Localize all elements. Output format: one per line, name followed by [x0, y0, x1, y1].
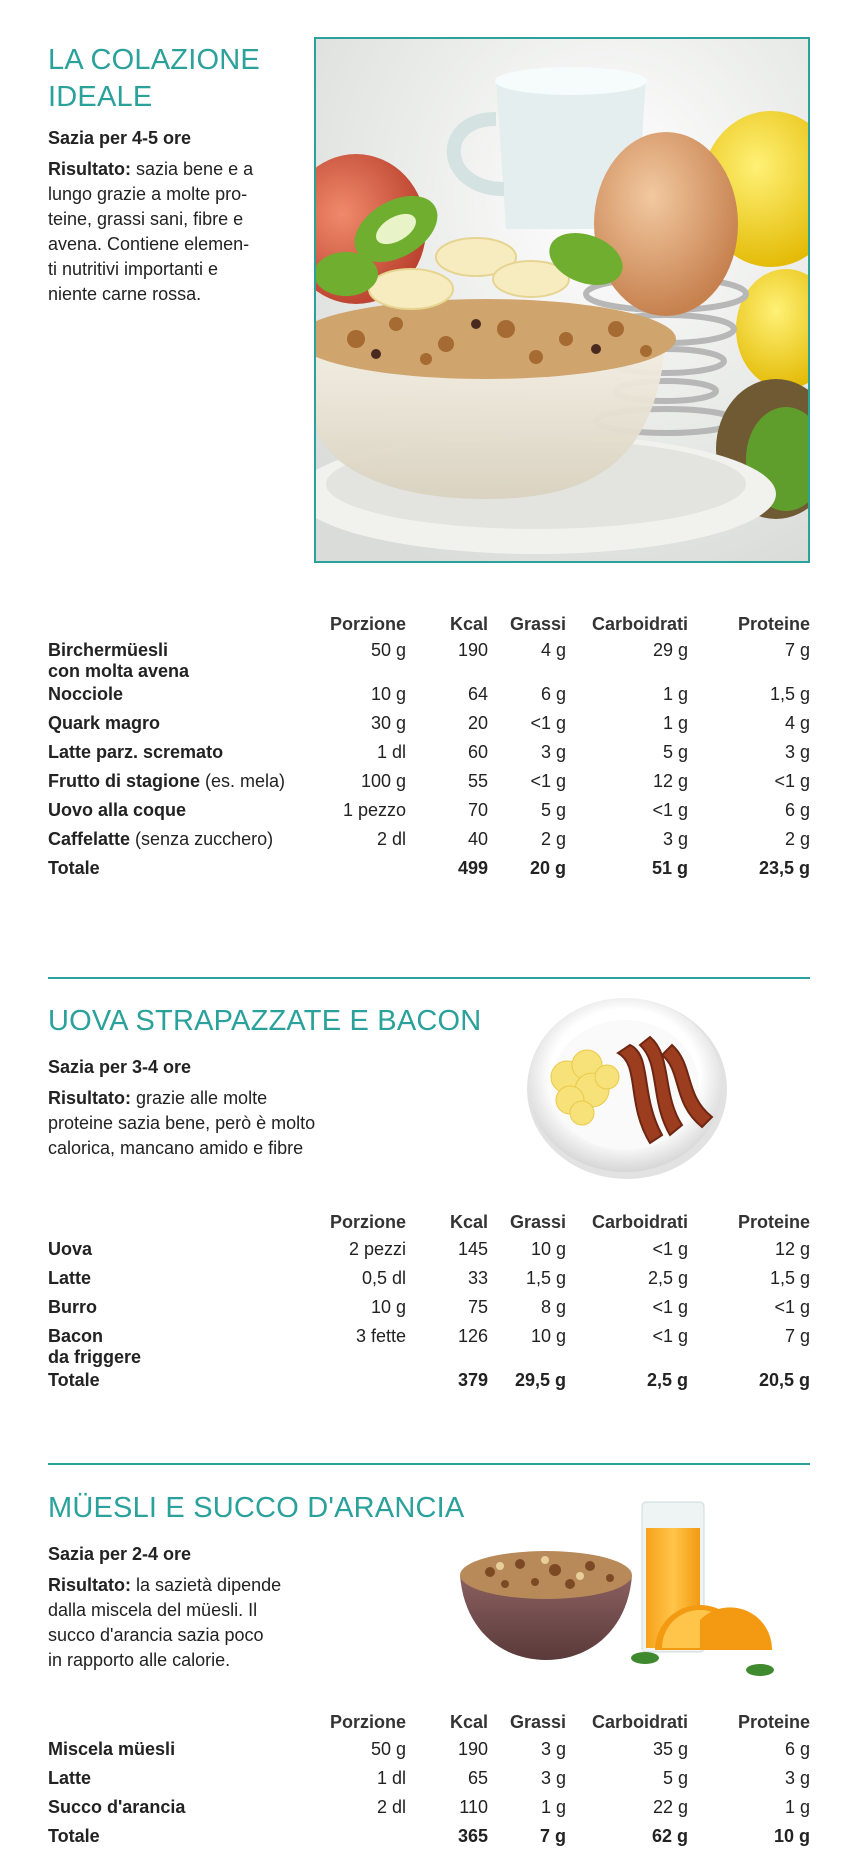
section-1-satiety: Sazia per 4-5 ore — [48, 128, 192, 148]
column-header: Proteine — [737, 1712, 810, 1732]
result-line — [48, 257, 288, 282]
cell-portion — [318, 1826, 406, 1855]
cell-carbs: 1 g — [662, 713, 688, 733]
food-name-text: Totale — [48, 1826, 100, 1846]
result-line — [48, 1136, 378, 1161]
result-line — [48, 1573, 338, 1598]
column-header: Carboidrati — [591, 1212, 688, 1232]
result-text: in rapporto alle calorie. — [48, 1650, 231, 1670]
table-row — [48, 640, 810, 684]
cell-kcal: 499 — [457, 858, 488, 878]
table-row — [48, 1326, 810, 1370]
food-name-text: Caffelatte — [48, 829, 131, 849]
food-name-text: Latte — [48, 1768, 92, 1788]
food-name-text: Totale — [48, 1370, 100, 1390]
table-row — [48, 1268, 810, 1297]
result-text: ti nutritivi importanti e — [48, 259, 219, 279]
table-row — [48, 713, 810, 742]
cell-kcal: 75 — [467, 1297, 488, 1317]
cell-fat: 6 g — [540, 684, 566, 704]
cell-carbs: 3 g — [662, 829, 688, 849]
total-row — [48, 1370, 810, 1399]
food-name-text: Nocciole — [48, 684, 124, 704]
food-name — [48, 713, 318, 742]
result-line — [48, 282, 288, 307]
cell-kcal: 70 — [467, 800, 488, 820]
total-row — [48, 1826, 810, 1855]
cell-kcal: 65 — [467, 1768, 488, 1788]
food-name — [48, 858, 318, 887]
cell-protein: 10 g — [773, 1826, 810, 1846]
cell-carbs: <1 g — [652, 1297, 688, 1317]
cell-portion: 30 g — [370, 713, 406, 733]
cell-portion — [318, 1370, 406, 1399]
table-row — [48, 684, 810, 713]
section-3-title: MÜESLI E SUCCO D'ARANCIA — [48, 1492, 465, 1524]
cell-portion: 3 fette — [355, 1326, 406, 1346]
result-line — [48, 1623, 338, 1648]
table-header-row — [48, 1212, 810, 1239]
cell-kcal: 379 — [457, 1370, 488, 1390]
cell-portion: 50 g — [370, 1739, 406, 1759]
cell-portion: 1 dl — [376, 1768, 406, 1788]
section-2-nutrition-table — [48, 1212, 810, 1399]
cell-carbs: 2,5 g — [646, 1370, 688, 1390]
section-2-title: UOVA STRAPAZZATE E BACON — [48, 1005, 482, 1037]
cell-fat: 1,5 g — [525, 1268, 566, 1288]
cell-fat: 1 g — [540, 1797, 566, 1817]
food-name — [48, 800, 318, 829]
result-line — [48, 1648, 338, 1673]
section-3-result — [48, 1573, 338, 1673]
section-1-result — [48, 157, 288, 307]
cell-portion: 10 g — [370, 684, 406, 704]
breakfast-illustration — [316, 39, 808, 561]
result-line — [48, 1598, 338, 1623]
cell-fat: 10 g — [530, 1326, 566, 1346]
cell-protein: 3 g — [784, 1768, 810, 1788]
cell-protein: 6 g — [784, 800, 810, 820]
cell-fat: <1 g — [530, 771, 566, 791]
cell-kcal: 190 — [457, 640, 488, 660]
section-1-title-line-2: IDEALE — [48, 81, 153, 113]
table-row — [48, 742, 810, 771]
food-name-text: Burro — [48, 1297, 97, 1317]
section-divider-1 — [48, 977, 810, 979]
result-line — [48, 232, 288, 257]
cell-fat: 3 g — [540, 1768, 566, 1788]
table-row — [48, 1239, 810, 1268]
cell-protein: 7 g — [784, 1326, 810, 1346]
total-row — [48, 858, 810, 887]
food-name-note: (senza zucchero) — [135, 829, 274, 849]
cell-fat: 7 g — [539, 1826, 566, 1846]
food-name-text: Uova — [48, 1239, 93, 1259]
food-name — [48, 1768, 318, 1797]
cell-kcal: 20 — [467, 713, 488, 733]
cell-kcal: 145 — [457, 1239, 488, 1259]
food-name-text: Latte parz. scremato — [48, 742, 224, 762]
result-line — [48, 1086, 378, 1111]
header-empty — [48, 1712, 318, 1739]
cell-carbs: 2,5 g — [647, 1268, 688, 1288]
cell-fat: 20 g — [529, 858, 566, 878]
table-row — [48, 1797, 810, 1826]
food-name — [48, 640, 318, 684]
column-header: Kcal — [449, 1712, 488, 1732]
cell-fat: 3 g — [540, 1739, 566, 1759]
result-text: proteine sazia bene, però è molto — [48, 1113, 316, 1133]
result-line — [48, 207, 288, 232]
cell-carbs: <1 g — [652, 1326, 688, 1346]
muesli-orange-juice-illustration — [460, 1500, 780, 1690]
column-header: Kcal — [449, 1212, 488, 1232]
table-row — [48, 829, 810, 858]
cell-carbs: 29 g — [652, 640, 688, 660]
table-row — [48, 771, 810, 800]
food-name-text: Latte — [48, 1268, 92, 1288]
section-2-result — [48, 1086, 378, 1161]
header-empty — [48, 614, 318, 640]
cell-carbs: <1 g — [652, 800, 688, 820]
column-header: Grassi — [509, 1212, 566, 1232]
result-text: teine, grassi sani, fibre e — [48, 209, 244, 229]
column-header: Porzione — [329, 1212, 406, 1232]
food-name-second-line: da friggere — [48, 1347, 142, 1367]
cell-carbs: 12 g — [652, 771, 688, 791]
column-header: Proteine — [737, 614, 810, 634]
food-name-text: Succo d'arancia — [48, 1797, 186, 1817]
column-header: Proteine — [737, 1212, 810, 1232]
column-header: Grassi — [509, 614, 566, 634]
header-empty — [48, 1212, 318, 1239]
result-text: dalla miscela del müesli. Il — [48, 1600, 258, 1620]
cell-protein: <1 g — [774, 771, 810, 791]
table-header-row — [48, 614, 810, 640]
food-name — [48, 1826, 318, 1855]
food-name-text: Quark magro — [48, 713, 161, 733]
cell-protein: <1 g — [774, 1297, 810, 1317]
cell-fat: 8 g — [540, 1297, 566, 1317]
result-text: succo d'arancia sazia poco — [48, 1625, 264, 1645]
cell-fat: 2 g — [540, 829, 566, 849]
section-2-satiety: Sazia per 3-4 ore — [48, 1057, 192, 1077]
cell-fat: 10 g — [530, 1239, 566, 1259]
food-name-second-line: con molta avena — [48, 661, 190, 681]
result-text: grazie alle molte — [136, 1088, 268, 1108]
cell-protein: 3 g — [784, 742, 810, 762]
section-1-nutrition-table — [48, 614, 810, 887]
cell-kcal: 33 — [467, 1268, 488, 1288]
cell-protein: 1,5 g — [769, 684, 810, 704]
cell-kcal: 190 — [457, 1739, 488, 1759]
cell-portion: 100 g — [360, 771, 406, 791]
cell-kcal: 60 — [467, 742, 488, 762]
result-label: Risultato: — [48, 1575, 131, 1595]
result-text: la sazietà dipende — [136, 1575, 282, 1595]
cell-protein: 1,5 g — [769, 1268, 810, 1288]
cell-kcal: 40 — [467, 829, 488, 849]
food-name — [48, 829, 318, 858]
result-line — [48, 1111, 378, 1136]
cell-portion: 1 pezzo — [342, 800, 406, 820]
cell-portion: 2 dl — [376, 1797, 406, 1817]
result-text: lungo grazie a molte pro- — [48, 184, 248, 204]
result-label: Risultato: — [48, 159, 131, 179]
cell-fat: 3 g — [540, 742, 566, 762]
food-name — [48, 771, 318, 800]
cell-carbs: <1 g — [652, 1239, 688, 1259]
eggs-bacon-plate-illustration — [522, 985, 732, 1185]
cell-fat: 29,5 g — [514, 1370, 566, 1390]
cell-carbs: 51 g — [651, 858, 688, 878]
section-divider-2 — [48, 1463, 810, 1465]
food-name — [48, 1268, 318, 1297]
table-row — [48, 1768, 810, 1797]
cell-protein: 20,5 g — [758, 1370, 810, 1390]
cell-fat: 4 g — [540, 640, 566, 660]
food-name — [48, 1739, 318, 1768]
section-3-nutrition-table — [48, 1712, 810, 1855]
food-name — [48, 1239, 318, 1268]
result-line — [48, 182, 288, 207]
food-name — [48, 742, 318, 771]
food-name — [48, 1326, 318, 1370]
breakfast-photo — [314, 37, 810, 563]
food-name-text: Birchermüesli — [48, 640, 169, 660]
cell-portion: 50 g — [370, 640, 406, 660]
cell-kcal: 110 — [459, 1797, 488, 1817]
cell-carbs: 5 g — [662, 1768, 688, 1788]
food-name-text: Bacon — [48, 1326, 104, 1346]
result-text: avena. Contiene elemen- — [48, 234, 250, 254]
result-text: sazia bene e a — [136, 159, 254, 179]
cell-kcal: 126 — [457, 1326, 488, 1346]
column-header: Carboidrati — [591, 1712, 688, 1732]
food-name — [48, 1297, 318, 1326]
cell-protein: 1 g — [784, 1797, 810, 1817]
cell-kcal: 55 — [467, 771, 488, 791]
cell-protein: 23,5 g — [758, 858, 810, 878]
cell-portion: 2 pezzi — [348, 1239, 406, 1259]
result-text: niente carne rossa. — [48, 284, 202, 304]
column-header: Porzione — [329, 1712, 406, 1732]
section-3-satiety: Sazia per 2-4 ore — [48, 1544, 192, 1564]
cell-carbs: 35 g — [652, 1739, 688, 1759]
table-header-row — [48, 1712, 810, 1739]
cell-protein: 7 g — [784, 640, 810, 660]
food-name — [48, 684, 318, 713]
cell-protein: 4 g — [784, 713, 810, 733]
cell-kcal: 64 — [467, 684, 488, 704]
cell-portion: 10 g — [370, 1297, 406, 1317]
cell-protein: 6 g — [784, 1739, 810, 1759]
result-label: Risultato: — [48, 1088, 131, 1108]
food-name-text: Frutto di stagione — [48, 771, 200, 791]
food-name — [48, 1370, 318, 1399]
food-name-note: (es. mela) — [205, 771, 286, 791]
column-header: Porzione — [329, 614, 406, 634]
result-text: calorica, mancano amido e fibre — [48, 1138, 304, 1158]
cell-portion: 1 dl — [376, 742, 406, 762]
cell-portion: 0,5 dl — [361, 1268, 406, 1288]
food-name — [48, 1797, 318, 1826]
section-1-title — [48, 42, 260, 116]
food-name-text: Totale — [48, 858, 100, 878]
cell-carbs: 22 g — [652, 1797, 688, 1817]
result-line — [48, 157, 288, 182]
cell-portion: 2 dl — [376, 829, 406, 849]
cell-portion — [318, 858, 406, 887]
table-row — [48, 1297, 810, 1326]
table-row — [48, 1739, 810, 1768]
column-header: Kcal — [449, 614, 488, 634]
cell-protein: 12 g — [774, 1239, 810, 1259]
cell-protein: 2 g — [784, 829, 810, 849]
cell-carbs: 62 g — [651, 1826, 688, 1846]
section-1-title-line-1: LA COLAZIONE — [48, 44, 260, 76]
food-name-text: Miscela müesli — [48, 1739, 176, 1759]
column-header: Grassi — [509, 1712, 566, 1732]
cell-fat: 5 g — [540, 800, 566, 820]
cell-kcal: 365 — [457, 1826, 488, 1846]
table-row — [48, 800, 810, 829]
column-header: Carboidrati — [591, 614, 688, 634]
cell-fat: <1 g — [530, 713, 566, 733]
cell-carbs: 5 g — [662, 742, 688, 762]
food-name-text: Uovo alla coque — [48, 800, 187, 820]
cell-carbs: 1 g — [662, 684, 688, 704]
